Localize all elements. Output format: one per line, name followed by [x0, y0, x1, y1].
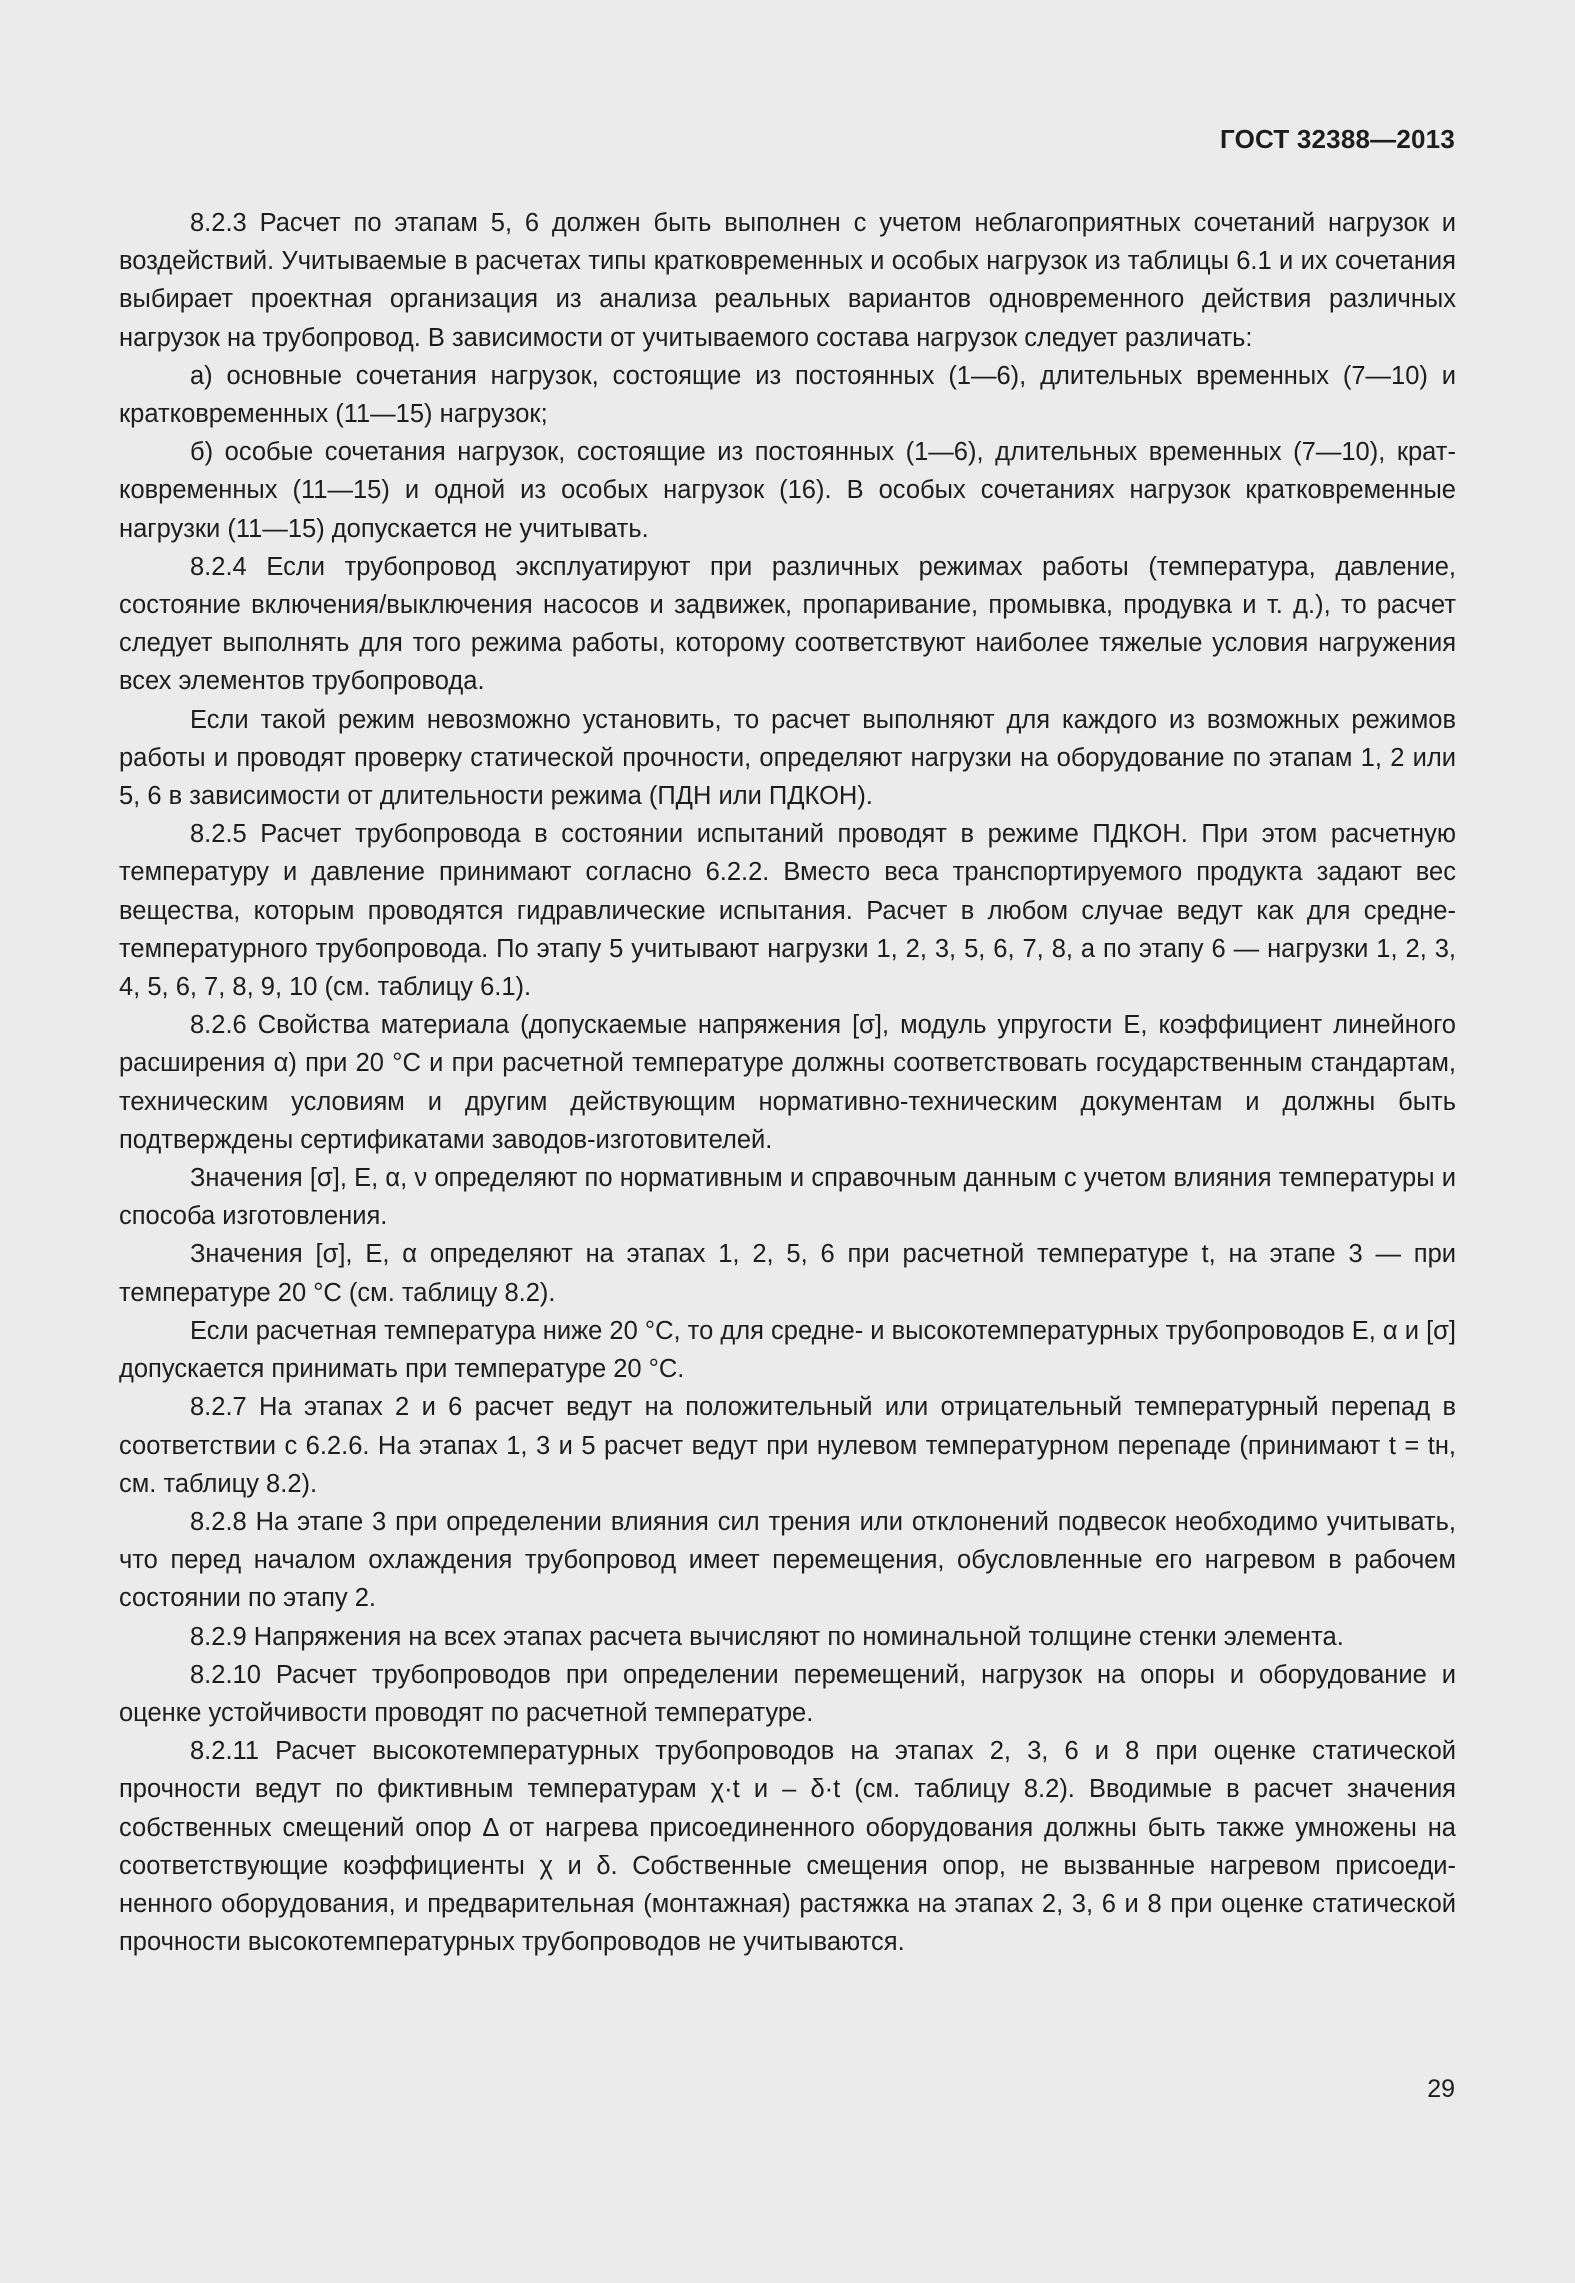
paragraph-8-2-4: 8.2.4 Если трубопровод эксплуатируют при различных режимах работы (температура, давление, состояние включения/выключения насосов и задвижек, пропаривание, промывка, продувка и т. д.), то расчет следует выполнять для того режима работы, которому соответствуют наиболее тяжелые условия нагружения всех элементов трубопровода.	[119, 552, 1456, 696]
paragraph-8-2-10: 8.2.10 Расчет трубопроводов при определении перемещений, нагрузок на опоры и оборудование и оценке устойчивости проводят по расчетной температуре.	[119, 1660, 1456, 1727]
paragraph-8-2-6-values-1: Значения [σ], E, α, ν определяют по нормативным и справочным данным с учетом влияния температуры и способа изготовления.	[119, 1164, 1456, 1231]
paragraph-8-2-8: 8.2.8 На этапе 3 при определении влияния сил трения или отклонений подвесок необходимо учитывать, что перед началом охлаждения трубопровод имеет перемещения, обусловленные его нагревом в рабочем состоянии по этапу 2.	[119, 1507, 1456, 1613]
page-number: 29	[1427, 2075, 1455, 2103]
paragraph-8-2-3-a: а) основные сочетания нагрузок, состоящие из постоянных (1—6), длительных временных (7—10) и кратковременных (11—15) нагрузок;	[119, 361, 1456, 429]
document-body	[119, 204, 1456, 1961]
document-header: ГОСТ 32388—2013	[1220, 124, 1455, 154]
paragraph-8-2-7: 8.2.7 На этапах 2 и 6 расчет ведут на положительный или отрицательный температурный перепад в соответствии с 6.2.6. На этапах 1, 3 и 5 расчет ведут при нулевом температурном перепаде (принимают t = tн, см. таблицу 8.2).	[119, 1393, 1456, 1498]
paragraph-8-2-6-low-temp: Если расчетная температура ниже 20 °C, то для средне- и высокотемпературных трубопроводов E, α и [σ] допускается принимать при температуре 20 °C.	[119, 1316, 1456, 1384]
paragraph-8-2-6: 8.2.6 Свойства материала (допускаемые напряжения [σ], модуль упругости E, коэффициент линейного расширения α) при 20 °C и при расчетной температуре должны соответствовать государственным стандартам, техническим условиям и другим действующим нормативно-техническим документам и должны быть подтверждены сертификатами заводов-изготовителей.	[119, 1011, 1456, 1154]
paragraph-8-2-9: 8.2.9 Напряжения на всех этапах расчета вычисляют по номинальной толщине стенки элемента.	[190, 1622, 1344, 1651]
paragraph-8-2-11: 8.2.11 Расчет высокотемпературных трубопроводов на этапах 2, 3, 6 и 8 при оценке статической прочности ведут по фиктивным температурам χ·t и – δ·t (см. таблицу 8.2). Вводимые в расчет значения собственных смещений опор Δ от нагрева присоединенного оборудования должны быть также умножены на соответствующие коэффициенты χ и δ. Собственные смещения опор, не вызванные нагревом присоединенного оборудования, и предварительная (монтажная) растяжка на этапах 2, 3, 6 и 8 при оценке статической прочности высокотемпературных трубопроводов не учитываются.	[119, 1737, 1456, 1957]
paragraph-8-2-3-b: б) особые сочетания нагрузок, состоящие из постоянных (1—6), длительных временных (7—10), кратковременных (11—15) и одной из особых нагрузок (16). В особых сочетаниях нагрузок кратковременные нагрузки (11—15) допускается не учитывать.	[119, 438, 1456, 543]
paragraph-8-2-3: 8.2.3 Расчет по этапам 5, 6 должен быть выполнен с учетом неблагоприятных сочетаний нагрузок и воздействий. Учитываемые в расчетах типы кратковременных и особых нагрузок из таблицы 6.1 и их сочетания выбирает проектная организация из анализа реальных вариантов одновременного действия различных нагрузок на трубопровод. В зависимости от учитываемого состава нагрузок следует различать:	[119, 209, 1456, 352]
paragraph-8-2-5: 8.2.5 Расчет трубопровода в состоянии испытаний проводят в режиме ПДКОН. При этом расчетную температуру и давление принимают согласно 6.2.2. Вместо веса транспортируемого продукта задают вес вещества, которым проводятся гидравлические испытания. Расчет в любом случае ведут как для среднетемпературного трубопровода. По этапу 5 учитывают нагрузки 1, 2, 3, 5, 6, 7, 8, а по этапу 6 — нагрузки 1, 2, 3, 4, 5, 6, 7, 8, 9, 10 (см. таблицу 6.1).	[119, 820, 1456, 1002]
paragraph-8-2-4-cont: Если такой режим невозможно установить, то расчет выполняют для каждого из возможных режимов работы и проводят проверку статической прочности, определяют нагрузки на оборудование по этапам 1, 2 или 5, 6 в зависимости от длительности режима (ПДН или ПДКОН).	[119, 705, 1456, 811]
paragraph-8-2-6-values-2: Значения [σ], E, α определяют на этапах 1, 2, 5, 6 при расчетной температуре t, на этапе 3 — при температуре 20 °C (см. таблицу 8.2).	[119, 1240, 1456, 1307]
